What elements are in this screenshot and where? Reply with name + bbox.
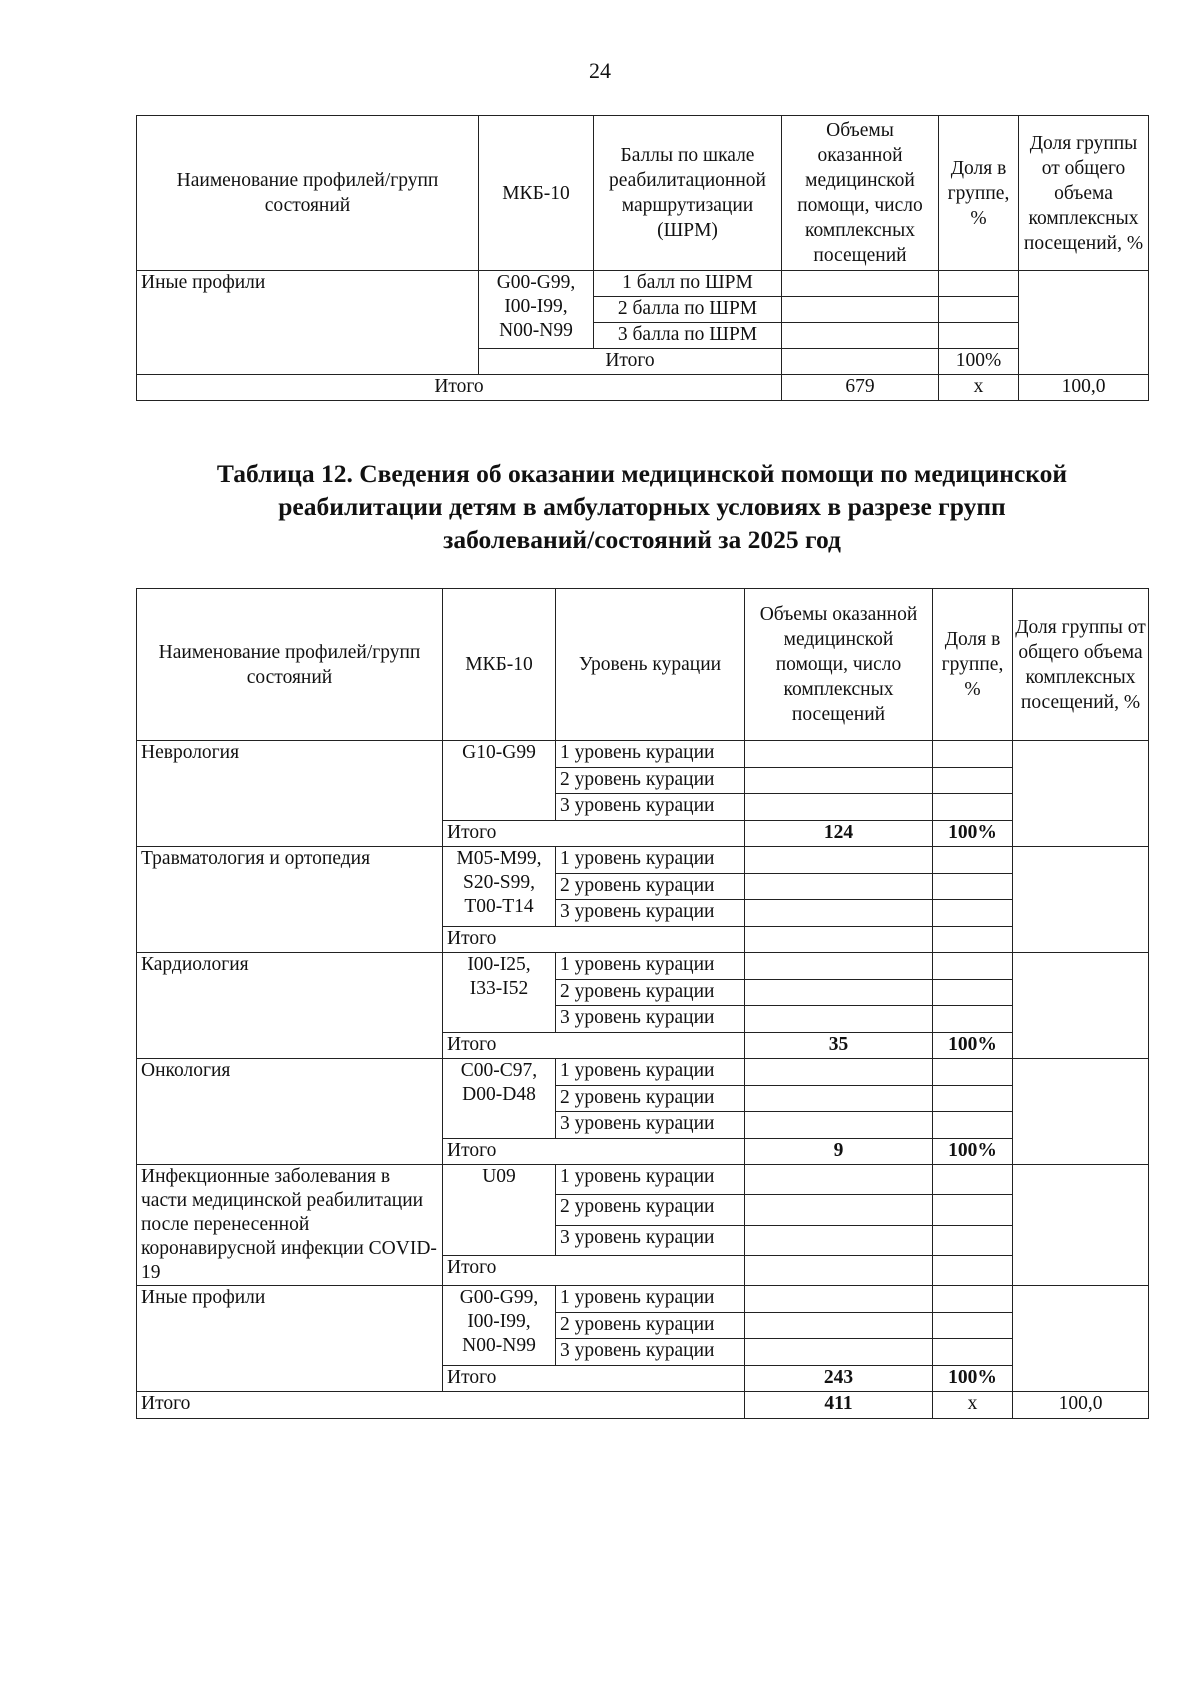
group-mkb — [443, 1165, 556, 1256]
subtotal-share: 100% — [933, 1365, 1013, 1392]
level-cell: 2 уровень курации — [556, 1312, 745, 1339]
level-cell: 2 уровень курации — [556, 1085, 745, 1112]
share-cell — [933, 1059, 1013, 1086]
share-total-cell — [1013, 953, 1149, 1059]
level-cell: 1 уровень курации — [556, 1286, 745, 1313]
header-share-total: Доля группы от общего объема комплексных посещений, % — [1019, 116, 1149, 271]
volume-cell — [782, 297, 939, 323]
level-cell: 2 уровень курации — [556, 979, 745, 1006]
level-cell: 2 уровень курации — [556, 873, 745, 900]
subtotal-label: Итого — [479, 349, 782, 375]
total-volume: 411 — [745, 1392, 933, 1419]
volume-cell — [745, 741, 933, 768]
mkb-line: I00-I99, — [467, 1311, 531, 1332]
subtotal-label: Итого — [443, 1032, 745, 1059]
subtotal-label: Итого — [443, 1255, 745, 1285]
table-row — [137, 1059, 1149, 1086]
total-share-group: х — [933, 1392, 1013, 1419]
level-cell: 1 уровень курации — [556, 953, 745, 980]
header-level: Уровень курации — [556, 589, 745, 741]
subtotal-label: Итого — [443, 926, 745, 953]
total-label: Итого — [137, 375, 782, 401]
level-cell: 1 уровень курации — [556, 741, 745, 768]
volume-cell — [745, 900, 933, 927]
level-cell: 2 уровень курации — [556, 1195, 745, 1225]
group-mkb — [443, 741, 556, 821]
volume-cell — [745, 1006, 933, 1033]
share-cell — [939, 297, 1019, 323]
subtotal-volume — [745, 926, 933, 953]
shrm-level: 3 балла по ШРМ — [594, 323, 782, 349]
volume-cell — [745, 1112, 933, 1139]
level-cell: 3 уровень курации — [556, 1006, 745, 1033]
header-volume: Объемы оказанной медицинской помощи, число комплексных посещений — [782, 116, 939, 271]
mkb-line: I00-I25, — [467, 954, 531, 975]
table-row — [137, 847, 1149, 874]
level-cell: 2 уровень курации — [556, 767, 745, 794]
group-mkb — [443, 1059, 556, 1139]
share-cell — [933, 767, 1013, 794]
share-cell — [933, 873, 1013, 900]
group-name: Травматология и ортопедия — [137, 847, 443, 953]
subtotal-share — [933, 926, 1013, 953]
share-total-cell — [1013, 741, 1149, 847]
volume-cell — [745, 979, 933, 1006]
subtotal-label: Итого — [443, 820, 745, 847]
subtotal-share: 100% — [933, 1032, 1013, 1059]
header-volume: Объемы оказанной медицинской помощи, число комплексных посещений — [745, 589, 933, 741]
subtotal-volume: 35 — [745, 1032, 933, 1059]
share-total-cell — [1019, 271, 1149, 375]
total-row — [137, 1392, 1149, 1419]
level-cell: 3 уровень курации — [556, 1225, 745, 1255]
group-name: Онкология — [137, 1059, 443, 1165]
share-cell — [933, 1339, 1013, 1366]
share-cell — [933, 847, 1013, 874]
header-share-group: Доля в группе, % — [933, 589, 1013, 741]
subtotal-share: 100% — [933, 820, 1013, 847]
level-cell: 1 уровень курации — [556, 1059, 745, 1086]
table-title-line: реабилитации детям в амбулаторных условиях в разрезе групп — [278, 492, 1006, 521]
group-mkb — [443, 847, 556, 927]
share-cell — [933, 1286, 1013, 1313]
group-mkb — [443, 1286, 556, 1366]
table-row — [137, 741, 1149, 768]
share-cell — [933, 1225, 1013, 1255]
total-row — [137, 375, 1149, 401]
total-label: Итого — [137, 1392, 745, 1419]
share-cell — [933, 900, 1013, 927]
header-share-total: Доля группы от общего объема комплексных посещений, % — [1013, 589, 1149, 741]
table-row — [137, 953, 1149, 980]
group-name: Неврология — [137, 741, 443, 847]
table-header-row — [137, 116, 1149, 271]
table-continuation — [136, 115, 1149, 401]
header-share-group: Доля в группе, % — [939, 116, 1019, 271]
total-share-group: х — [939, 375, 1019, 401]
share-cell — [933, 1112, 1013, 1139]
mkb-line: D00-D48 — [462, 1084, 536, 1105]
share-cell — [933, 1085, 1013, 1112]
volume-cell — [745, 1085, 933, 1112]
total-share-total: 100,0 — [1019, 375, 1149, 401]
volume-cell — [745, 1286, 933, 1313]
volume-cell — [745, 1195, 933, 1225]
group-mkb — [443, 953, 556, 1033]
share-cell — [933, 953, 1013, 980]
share-total-cell — [1013, 847, 1149, 953]
header-mkb: МКБ-10 — [443, 589, 556, 741]
subtotal-volume: 124 — [745, 820, 933, 847]
volume-cell — [745, 1059, 933, 1086]
subtotal-volume: 243 — [745, 1365, 933, 1392]
shrm-level: 2 балла по ШРМ — [594, 297, 782, 323]
table-row — [137, 1165, 1149, 1195]
volume-cell — [745, 873, 933, 900]
table-title — [130, 457, 1154, 556]
volume-cell — [782, 271, 939, 297]
share-cell — [933, 741, 1013, 768]
volume-cell — [745, 767, 933, 794]
share-cell — [933, 794, 1013, 821]
header-name: Наименование профилей/групп состояний — [137, 116, 479, 271]
mkb-line: I33-I52 — [469, 978, 529, 999]
share-cell — [933, 1165, 1013, 1195]
volume-cell — [745, 1312, 933, 1339]
shrm-level: 1 балл по ШРМ — [594, 271, 782, 297]
group-name: Иные профили — [137, 1286, 443, 1392]
volume-cell — [745, 1339, 933, 1366]
subtotal-share: 100% — [933, 1138, 1013, 1165]
table-12 — [136, 588, 1149, 1419]
subtotal-label: Итого — [443, 1138, 745, 1165]
share-cell — [939, 271, 1019, 297]
share-total-cell — [1013, 1059, 1149, 1165]
table-row — [137, 271, 1149, 297]
share-cell — [933, 1195, 1013, 1225]
share-total-cell — [1013, 1165, 1149, 1286]
share-cell — [933, 1312, 1013, 1339]
subtotal-label: Итого — [443, 1365, 745, 1392]
group-name: Иные профили — [137, 271, 479, 375]
total-share-total: 100,0 — [1013, 1392, 1149, 1419]
share-cell — [933, 1006, 1013, 1033]
level-cell: 3 уровень курации — [556, 1339, 745, 1366]
level-cell: 1 уровень курации — [556, 1165, 745, 1195]
group-name: Кардиология — [137, 953, 443, 1059]
total-volume: 679 — [782, 375, 939, 401]
mkb-line: C00-C97, — [460, 1060, 538, 1081]
volume-cell — [745, 953, 933, 980]
volume-cell — [745, 847, 933, 874]
header-name: Наименование профилей/групп состояний — [137, 589, 443, 741]
mkb-line: N00-N99 — [462, 1335, 536, 1356]
level-cell: 3 уровень курации — [556, 900, 745, 927]
subtotal-volume — [745, 1255, 933, 1285]
table-title-line: заболеваний/состояний за 2025 год — [443, 525, 841, 554]
mkb-line: U09 — [482, 1166, 516, 1187]
volume-cell — [745, 1225, 933, 1255]
share-cell — [933, 979, 1013, 1006]
mkb-line: S20-S99, — [462, 872, 536, 893]
header-mkb: МКБ-10 — [479, 116, 594, 271]
mkb-line: G10-G99 — [462, 742, 536, 763]
volume-cell — [745, 1165, 933, 1195]
subtotal-share — [933, 1255, 1013, 1285]
volume-cell — [782, 323, 939, 349]
table-row — [137, 1286, 1149, 1313]
group-mkb: G00-G99, I00-I99, N00-N99 — [479, 271, 594, 349]
page-number: 24 — [589, 58, 611, 83]
mkb-line: G00-G99, — [459, 1287, 539, 1308]
level-cell: 3 уровень курации — [556, 794, 745, 821]
table-header-row — [137, 589, 1149, 741]
group-name: Инфекционные заболевания в части медицинской реабилитации после перенесенной коронавирусной инфекции COVID-19 — [137, 1165, 443, 1286]
level-cell: 3 уровень курации — [556, 1112, 745, 1139]
mkb-line: M05-M99, — [456, 848, 542, 869]
subtotal-volume: 9 — [745, 1138, 933, 1165]
share-total-cell — [1013, 1286, 1149, 1392]
subtotal-share: 100% — [939, 349, 1019, 375]
table-title-line: Таблица 12. Сведения об оказании медицинской помощи по медицинской — [216, 459, 1068, 488]
share-cell — [939, 323, 1019, 349]
mkb-line: T00-T14 — [464, 896, 534, 917]
subtotal-volume — [782, 349, 939, 375]
header-shrm: Баллы по шкале реабилитационной маршрутизации (ШРМ) — [594, 116, 782, 271]
level-cell: 1 уровень курации — [556, 847, 745, 874]
volume-cell — [745, 794, 933, 821]
